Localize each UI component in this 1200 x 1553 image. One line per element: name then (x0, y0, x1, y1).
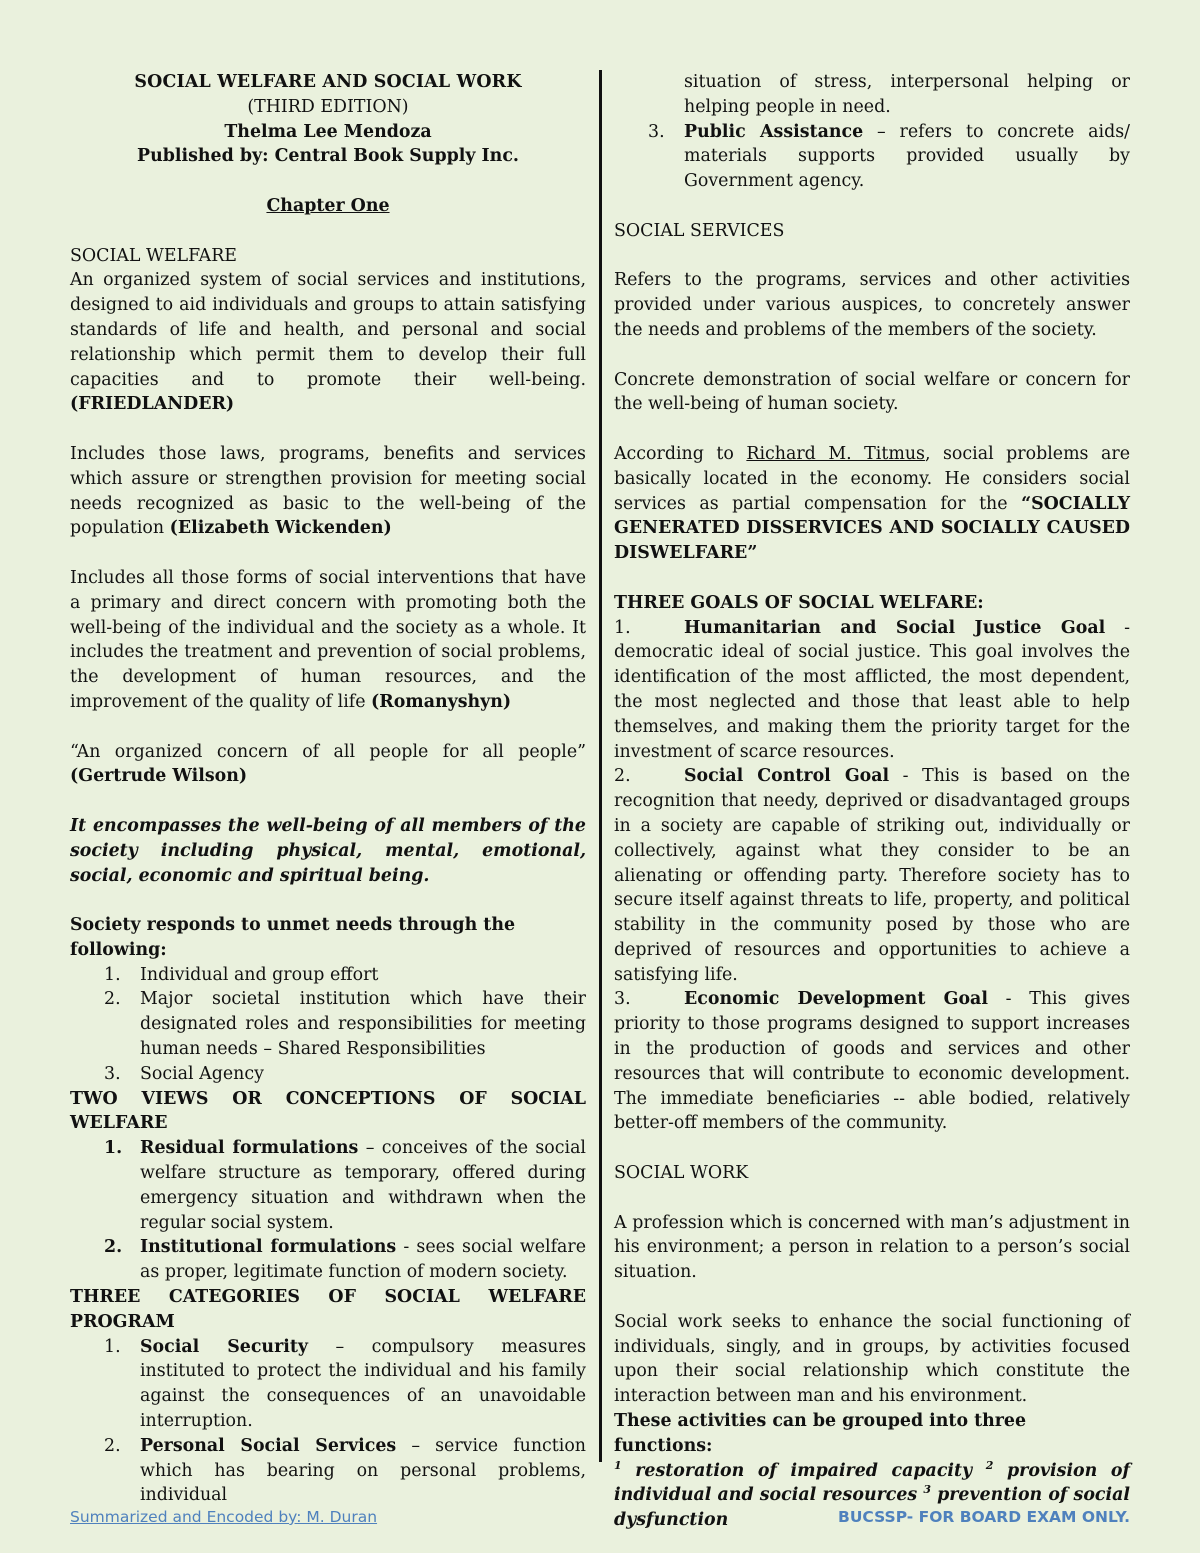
chapter-heading: Chapter One (266, 195, 390, 216)
definition-friedlander: An organized system of social services and institutions, designed to aid individuals and groups to attain satisfying standards of life and health, and personal and social relationship which permit them to develop their full capacities and to promote their well-being.(FRIEDLANDER) (70, 270, 586, 415)
footer-credit-link[interactable]: Summarized and Encoded by: M. Duran (70, 1508, 378, 1526)
list-item: 1. Social Security – compulsory measures instituted to protect the individual and his family against the consequences of an unavoidable interruption. (104, 1336, 586, 1432)
list-item: 2. Institutional formulations - sees social welfare as proper, legitimate function of modern society. (104, 1237, 586, 1283)
two-views-heading: TWO VIEWS OR CONCEPTIONS OF SOCIAL WELFARE (70, 1088, 586, 1134)
social-welfare-heading: SOCIAL WELFARE (70, 245, 238, 266)
two-views-list (70, 1136, 586, 1285)
social-services-demonstration: Concrete demonstration of social welfare or concern for the well-being of human society. (614, 369, 1130, 415)
document-title: SOCIAL WELFARE AND SOCIAL WORK (134, 72, 522, 92)
public-assistance-list (614, 120, 1130, 194)
column-divider (599, 70, 602, 1462)
list-item: 3. Public Assistance – refers to concrete aids/ materials supports provided usually by Government agency. (648, 121, 1131, 192)
goal-economic-development: 3. Economic Development Goal - This gives priority to those programs designed to support increases in the production of goods and services and other resources that will contribute to economic development. The immediate beneficiaries -- able bodied, relatively better-off members of the community. (614, 989, 1131, 1134)
left-column (70, 70, 586, 1508)
functions-list: $^1$ restoration of impaired capacity $^2$ provision of individual and social resources $^3$ prevention of social dysfunction (614, 1458, 1130, 1531)
goal-humanitarian: 1. Humanitarian and Social Justice Goal - democratic ideal of social justice. This goal involves the identification of the most afflicted, the most dependent, the most neglected and those that least able to help themselves, and making them the priority target for the investment of scarce resources. (614, 617, 1131, 762)
social-work-purpose: Social work seeks to enhance the social functioning of individuals, singly, and in groups, by activities focused upon their social relationship which constitute the interaction between man and his environment. (614, 1311, 1130, 1407)
definition-wickenden: Includes those laws, programs, benefits and services which assure or strengthen provision for meeting social needs recognized as basic to the well-being of the population (Elizabeth Wickenden) (70, 443, 586, 539)
three-categories-list (70, 1335, 586, 1509)
three-categories-heading: THREE CATEGORIES OF SOCIAL WELFARE PROGRAM (70, 1287, 586, 1332)
definition-romanyshyn: Includes all those forms of social interventions that have a primary and direct concern with promoting both the well-being of the individual and the society as a whole. It includes the treatment and prevention of social problems, the development of human resources, and the improvement of the quality of life (Romanyshyn) (70, 567, 586, 712)
edition: (THIRD EDITION) (247, 96, 409, 117)
functions-heading: These activities can be grouped into three functions: (614, 1411, 1027, 1456)
social-work-heading: SOCIAL WORK (614, 1163, 749, 1184)
responds-list (70, 963, 586, 1087)
responds-heading: Society responds to unmet needs through the following: (70, 915, 516, 960)
definition-wilson: “An organized concern of all people for all people” (Gertrude Wilson) (70, 741, 586, 787)
footer-notice: BUCSSP- FOR BOARD EXAM ONLY. (838, 1508, 1130, 1526)
right-column (614, 70, 1130, 1533)
encompasses-statement: It encompasses the well-being of all members of the society including physical, mental, emotional, social, economic and spiritual being. (70, 815, 586, 886)
list-item: 1. Individual and group effort (104, 964, 379, 985)
social-services-definition: Refers to the programs, services and other activities provided under various auspices, to concretely answer the needs and problems of the members of the society. (614, 270, 1130, 340)
list-item: 3. Social Agency (104, 1063, 264, 1084)
titmus-paragraph: According to Richard M. Titmus, social problems are basically located in the economy. He considers social services as partial compensation for the “SOCIALLY GENERATED DISSERVICES AND SOCIALLY CAUSED DISWELFARE” (614, 443, 1130, 564)
list-item: 2. Personal Social Services – service function which has bearing on personal problems, individual (104, 1435, 586, 1506)
goal-social-control: 2. Social Control Goal - This is based on the recognition that needy, deprived or disadvantaged groups in a society are capable of striking out, individually or collectively, against what they consider to be an alienating or offending party. Therefore society has to secure itself against threats to life, property, and political stability in the community posed by those who are deprived of resources and opportunities to achieve a satisfying life. (614, 766, 1130, 985)
list-item: 2. Major societal institution which have their designated roles and responsibilities for meeting human needs – Shared Responsibilities (104, 989, 586, 1060)
social-services-heading: SOCIAL SERVICES (614, 220, 785, 241)
list-item: 1. Residual formulations – conceives of the social welfare structure as temporary, offered during emergency situation and withdrawn when the regular social system. (104, 1138, 586, 1233)
social-work-definition: A profession which is concerned with man’s adjustment in his environment; a person in relation to a person’s social situation. (614, 1212, 1130, 1283)
author: Thelma Lee Mendoza (224, 121, 432, 142)
goals-heading: THREE GOALS OF SOCIAL WELFARE: (614, 592, 984, 613)
continued-text: situation of stress, interpersonal helping or helping people in need. (684, 72, 1130, 117)
publisher: Published by: Central Book Supply Inc. (137, 146, 519, 167)
